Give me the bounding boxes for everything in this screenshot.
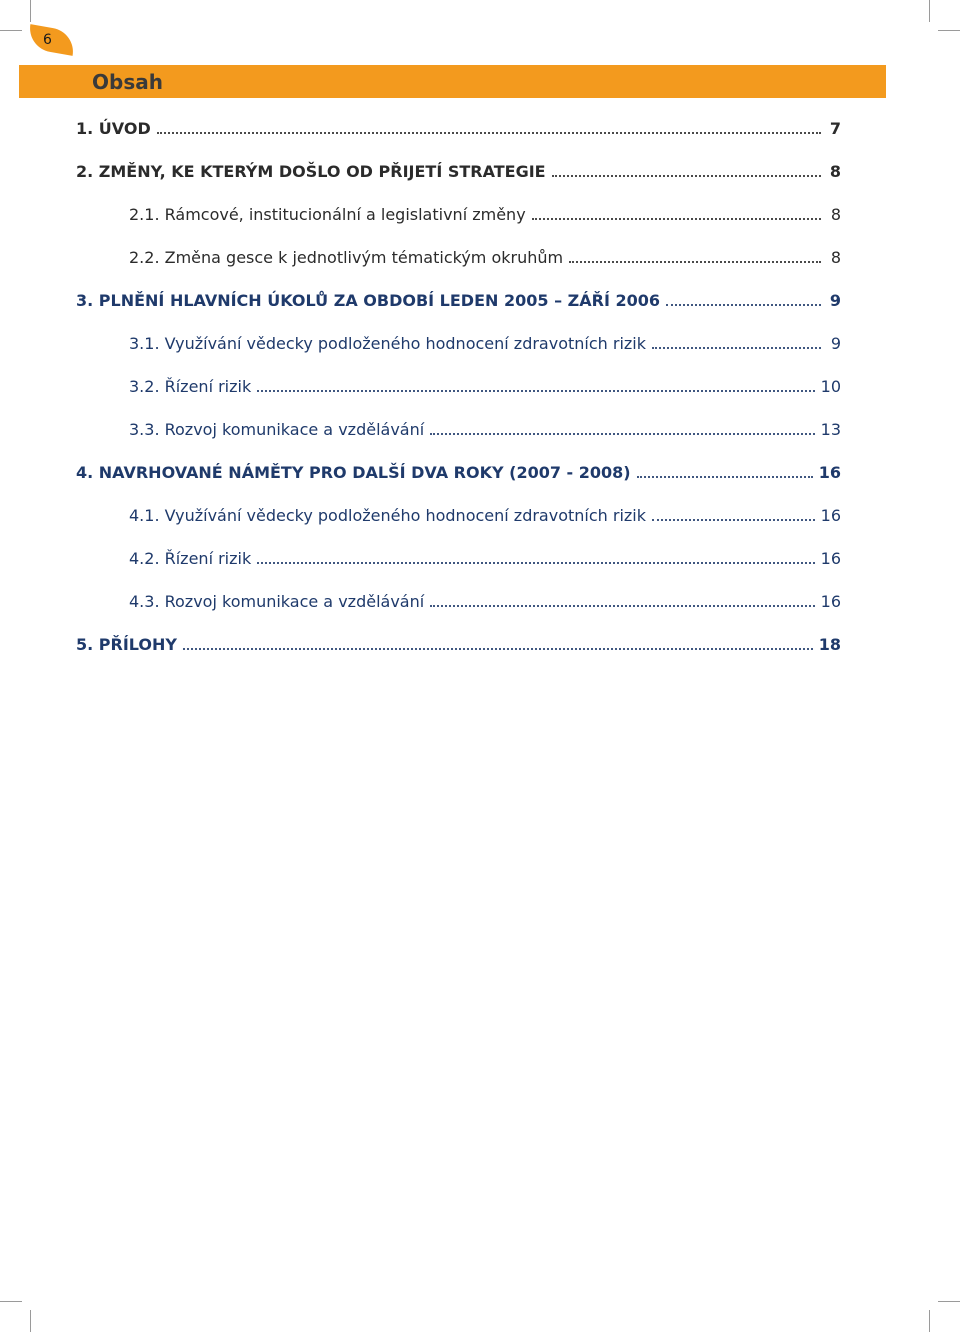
toc-leader-dots (652, 505, 815, 521)
crop-mark (30, 1310, 31, 1332)
toc-leader-dots (666, 290, 821, 306)
toc-entry-label: 2.2. Změna gesce k jednotlivým tématickým okruhům (129, 248, 564, 267)
toc-entry-label: 3.2. Řízení rizik (129, 377, 252, 396)
toc-entry[interactable] (129, 204, 841, 225)
contents-header-banner (19, 65, 886, 98)
toc-entry-label: 3. PLNĚNÍ HLAVNÍCH ÚKOLŮ ZA OBDOBÍ LEDEN 2005 – ZÁŘÍ 2006 (76, 291, 660, 310)
toc-entry[interactable] (76, 161, 841, 182)
toc-entry[interactable] (129, 247, 841, 268)
toc-entry-label: 2.1. Rámcové, institucionální a legislativní změny (129, 205, 526, 224)
toc-leader-dots (532, 204, 821, 220)
toc-leader-dots (430, 591, 814, 607)
toc-entry-label: 5. PŘÍLOHY (76, 635, 177, 654)
toc-entry-page: 16 (820, 549, 841, 568)
page-number: 6 (43, 32, 52, 48)
toc-entry-page: 16 (820, 592, 841, 611)
toc-entry-page: 16 (820, 506, 841, 525)
toc-leader-dots (569, 247, 821, 263)
toc-entry-page: 9 (830, 334, 841, 353)
toc-entry-page: 13 (820, 420, 841, 439)
toc-entry[interactable] (129, 376, 841, 397)
toc-entry-page: 8 (830, 205, 841, 224)
crop-mark (0, 1301, 22, 1302)
crop-mark (929, 0, 930, 22)
toc-entry-label: 2. ZMĚNY, KE KTERÝM DOŠLO OD PŘIJETÍ STRATEGIE (76, 162, 546, 181)
toc-entry-label: 4.1. Využívání vědecky podloženého hodnocení zdravotních rizik (129, 506, 647, 525)
crop-mark (938, 30, 960, 31)
toc-entry-label: 3.3. Rozvoj komunikace a vzdělávání (129, 420, 425, 439)
toc-leader-dots (257, 548, 814, 564)
toc-entry-page: 8 (829, 162, 841, 181)
crop-mark (929, 1310, 930, 1332)
toc-leader-dots (430, 419, 814, 435)
toc-leader-dots (157, 118, 821, 134)
crop-mark (938, 1301, 960, 1302)
toc-entry-label: 4. NAVRHOVANÉ NÁMĚTY PRO DALŠÍ DVA ROKY (2007 - 2008) (76, 463, 631, 482)
toc-entry-label: 1. ÚVOD (76, 119, 151, 138)
toc-leader-dots (257, 376, 814, 392)
toc-entry[interactable] (76, 634, 841, 655)
page-title: Obsah (92, 70, 163, 94)
toc-leader-dots (183, 634, 813, 650)
toc-entry-page: 10 (820, 377, 841, 396)
toc-entry-label: 4.2. Řízení rizik (129, 549, 252, 568)
toc-leader-dots (652, 333, 821, 349)
toc-entry[interactable] (129, 419, 841, 440)
crop-mark (30, 0, 31, 22)
toc-entry-page: 9 (829, 291, 841, 310)
toc-entry[interactable] (76, 290, 841, 311)
toc-entry-page: 16 (818, 463, 841, 482)
toc-entry-page: 8 (830, 248, 841, 267)
toc-entry[interactable] (129, 591, 841, 612)
toc-entry[interactable] (76, 462, 841, 483)
toc-entry-page: 18 (818, 635, 841, 654)
toc-entry-label: 3.1. Využívání vědecky podloženého hodnocení zdravotních rizik (129, 334, 647, 353)
toc-entry[interactable] (76, 118, 841, 139)
toc-leader-dots (637, 462, 813, 478)
toc-entry[interactable] (129, 505, 841, 526)
toc-leader-dots (552, 161, 821, 177)
toc-entry[interactable] (129, 333, 841, 354)
toc-entry-label: 4.3. Rozvoj komunikace a vzdělávání (129, 592, 425, 611)
toc-entry[interactable] (129, 548, 841, 569)
toc-entry-page: 7 (829, 119, 841, 138)
crop-mark (0, 30, 22, 31)
